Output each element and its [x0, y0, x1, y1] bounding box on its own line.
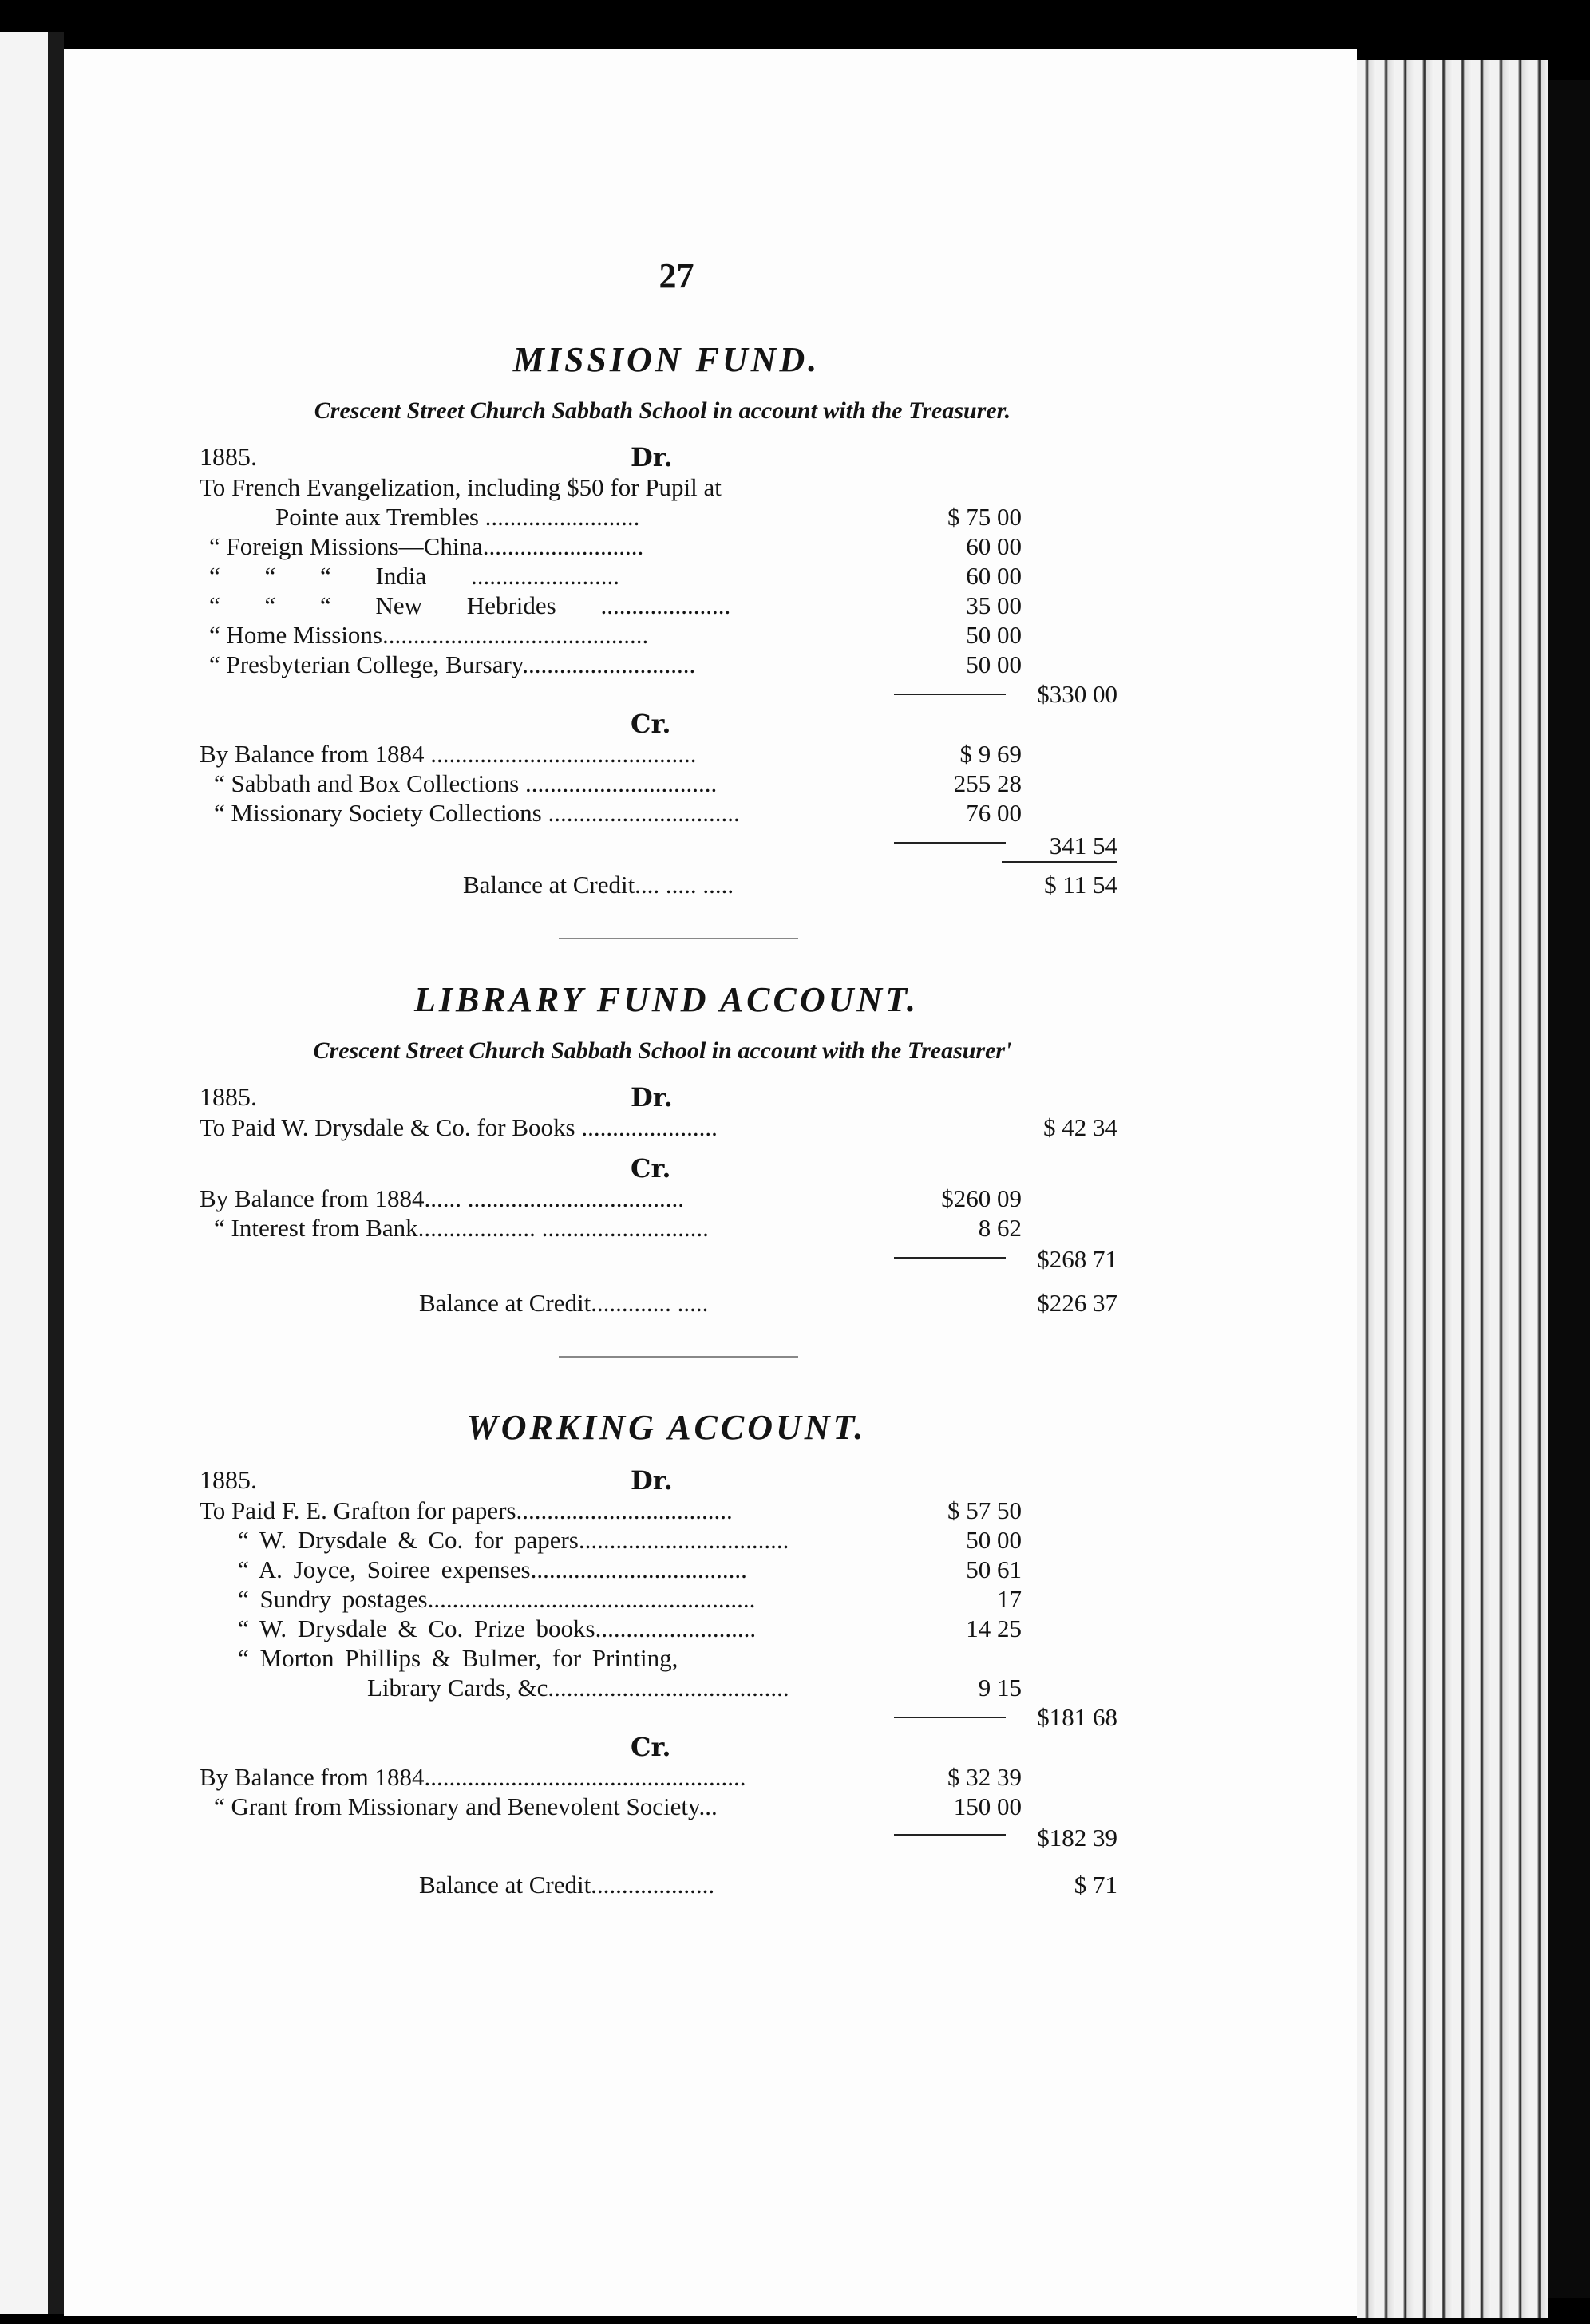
library-dr-label: Dr. — [631, 1082, 673, 1113]
library-fund-subtitle: Crescent Street Church Sabbath School in account with the Treasurer' — [313, 1038, 1012, 1064]
ledger-row — [200, 1762, 1117, 1792]
ledger-row — [200, 650, 1117, 679]
row-desc: By Balance from 1884 ........................................... — [200, 740, 697, 768]
row-desc: “ W. Drysdale & Co. Prize books.......................... — [238, 1615, 757, 1642]
ledger-row — [200, 1673, 1117, 1702]
working-cr-label: Cr. — [631, 1732, 671, 1762]
row-desc: To Paid W. Drysdale & Co. for Books ...................... — [200, 1113, 718, 1141]
balance-amount: $ 71 — [1074, 1871, 1117, 1899]
balance-amount: $226 37 — [1037, 1289, 1117, 1317]
cr-total: $182 39 — [1037, 1824, 1117, 1852]
row-amount: 35 00 — [966, 591, 1022, 619]
working-dr-label: Dr. — [631, 1465, 673, 1496]
row-desc: “ Morton Phillips & Bulmer, for Printing, — [238, 1644, 678, 1672]
subtotal-rule — [894, 1257, 1006, 1259]
ledger-row — [200, 769, 1117, 798]
working-year: 1885. — [200, 1465, 257, 1494]
working-account-title: WORKING ACCOUNT. — [466, 1408, 867, 1447]
row-amount: $ 32 39 — [947, 1763, 1022, 1791]
ledger-row — [200, 532, 1117, 561]
ledger-total-row — [200, 1702, 1117, 1732]
row-desc: “ Home Missions........................................... — [209, 621, 649, 649]
balance-label: Balance at Credit............. ..... — [419, 1289, 709, 1317]
balance-row — [200, 868, 1117, 903]
row-desc: “ W. Drysdale & Co. for papers.................................. — [238, 1526, 789, 1554]
row-desc: “ Sundry postages..................................................... — [238, 1585, 756, 1613]
mission-dr-header — [200, 442, 1117, 472]
library-fund-title: LIBRARY FUND ACCOUNT. — [413, 980, 920, 1019]
ledger-row — [200, 591, 1117, 620]
mission-fund-subtitle: Crescent Street Church Sabbath School in account with the Treasurer. — [314, 397, 1011, 424]
row-amount: 9 15 — [978, 1674, 1022, 1702]
book-cover-edge — [1548, 80, 1590, 2298]
mission-dr-label: Dr. — [631, 442, 673, 472]
subtotal-rule — [894, 842, 1006, 844]
row-desc: “ Presbyterian College, Bursary............................ — [209, 650, 696, 678]
row-desc: “ Grant from Missionary and Benevolent Society... — [214, 1792, 718, 1820]
ledger-row — [200, 1614, 1117, 1643]
ledger-row — [200, 1184, 1117, 1213]
subtotal-rule — [894, 694, 1006, 695]
page-content — [200, 255, 1117, 1903]
row-desc: To French Evangelization, including $50 for Pupil at — [200, 473, 722, 501]
row-desc: “ Foreign Missions—China.......................... — [209, 532, 644, 560]
working-dr-header — [200, 1465, 1117, 1496]
row-desc: “ Sabbath and Box Collections ............................... — [214, 769, 718, 797]
balance-label: Balance at Credit.................... — [419, 1871, 715, 1899]
ledger-total-row — [200, 679, 1117, 709]
ledger-row — [200, 1525, 1117, 1555]
ledger-row — [200, 1584, 1117, 1614]
row-desc: “ Interest from Bank................... ........................... — [214, 1214, 709, 1242]
ledger-total-row — [200, 1821, 1117, 1856]
ledger-row — [200, 502, 1117, 532]
row-amount: 50 61 — [966, 1555, 1022, 1583]
row-amount: $ 57 50 — [947, 1496, 1022, 1524]
ledger-row — [200, 620, 1117, 650]
row-amount: 60 00 — [966, 562, 1022, 590]
ledger-total-row — [200, 1243, 1117, 1278]
row-amount: 50 00 — [966, 1526, 1022, 1554]
balance-row — [200, 1868, 1117, 1903]
ledger-row — [200, 1496, 1117, 1525]
ledger-row — [200, 1113, 1117, 1142]
row-amount: 76 00 — [966, 799, 1022, 827]
row-desc: Library Cards, &c....................................... — [367, 1674, 789, 1702]
page-edges — [1357, 60, 1548, 2318]
ledger-row — [200, 472, 1117, 502]
row-desc: Pointe aux Trembles ......................... — [275, 503, 640, 531]
row-amount: 14 25 — [966, 1615, 1022, 1642]
library-year: 1885. — [200, 1082, 257, 1111]
row-desc: By Balance from 1884...... ................................... — [200, 1184, 685, 1212]
row-desc: “ “ “ India ........................ — [209, 562, 619, 590]
section-divider — [559, 1356, 798, 1358]
cr-total: $268 71 — [1037, 1245, 1117, 1273]
row-amount: 60 00 — [966, 532, 1022, 560]
row-amount: 255 28 — [953, 769, 1022, 797]
mission-fund-section — [200, 339, 1117, 903]
subtotal-rule — [894, 1834, 1006, 1836]
library-cr-label: Cr. — [631, 1153, 671, 1184]
row-amount: 50 00 — [966, 621, 1022, 649]
row-desc: “ Missionary Society Collections ............................... — [214, 799, 740, 827]
ledger-row — [200, 798, 1117, 828]
row-amount: $260 09 — [941, 1184, 1022, 1212]
mission-fund-title: MISSION FUND. — [512, 340, 821, 379]
ledger-row — [200, 1643, 1117, 1673]
library-fund-section — [200, 979, 1117, 1321]
total-rule — [1002, 861, 1117, 863]
row-desc: “ “ “ New Hebrides ..................... — [209, 591, 731, 619]
working-cr-header — [200, 1732, 1117, 1762]
balance-amount: $ 11 54 — [1044, 871, 1117, 899]
cr-total: 341 54 — [1049, 832, 1117, 860]
mission-year: 1885. — [200, 442, 257, 471]
balance-label: Balance at Credit.... ..... ..... — [463, 871, 734, 899]
page-number: 27 — [659, 256, 694, 295]
library-cr-header — [200, 1153, 1117, 1184]
row-amount: 8 62 — [978, 1214, 1022, 1242]
subtotal-rule — [894, 1717, 1006, 1718]
working-account-section — [200, 1407, 1117, 1903]
dr-total: $181 68 — [1037, 1703, 1117, 1731]
ledger-row — [200, 561, 1117, 591]
ledger-row — [200, 1792, 1117, 1821]
ledger-row — [200, 739, 1117, 769]
row-desc: “ A. Joyce, Soiree expenses................................... — [238, 1555, 747, 1583]
row-amount: 17 — [997, 1585, 1022, 1613]
facing-page-edge — [0, 32, 48, 2314]
row-desc: By Balance from 1884.................................................... — [200, 1763, 746, 1791]
balance-row — [200, 1286, 1117, 1321]
row-desc: To Paid F. E. Grafton for papers................................... — [200, 1496, 733, 1524]
row-amount: 150 00 — [953, 1792, 1022, 1820]
row-amount: 50 00 — [966, 650, 1022, 678]
mission-cr-label: Cr. — [631, 709, 671, 739]
ledger-total-row — [200, 828, 1117, 863]
mission-cr-header — [200, 709, 1117, 739]
ledger-row — [200, 1213, 1117, 1243]
book-gutter — [48, 32, 64, 2314]
row-amount: $ 42 34 — [1043, 1113, 1117, 1141]
library-dr-header — [200, 1082, 1117, 1113]
dr-total: $330 00 — [1037, 680, 1117, 708]
row-amount: $ 75 00 — [947, 503, 1022, 531]
row-amount: $ 9 69 — [959, 740, 1022, 768]
ledger-row — [200, 1555, 1117, 1584]
section-divider — [559, 938, 798, 939]
